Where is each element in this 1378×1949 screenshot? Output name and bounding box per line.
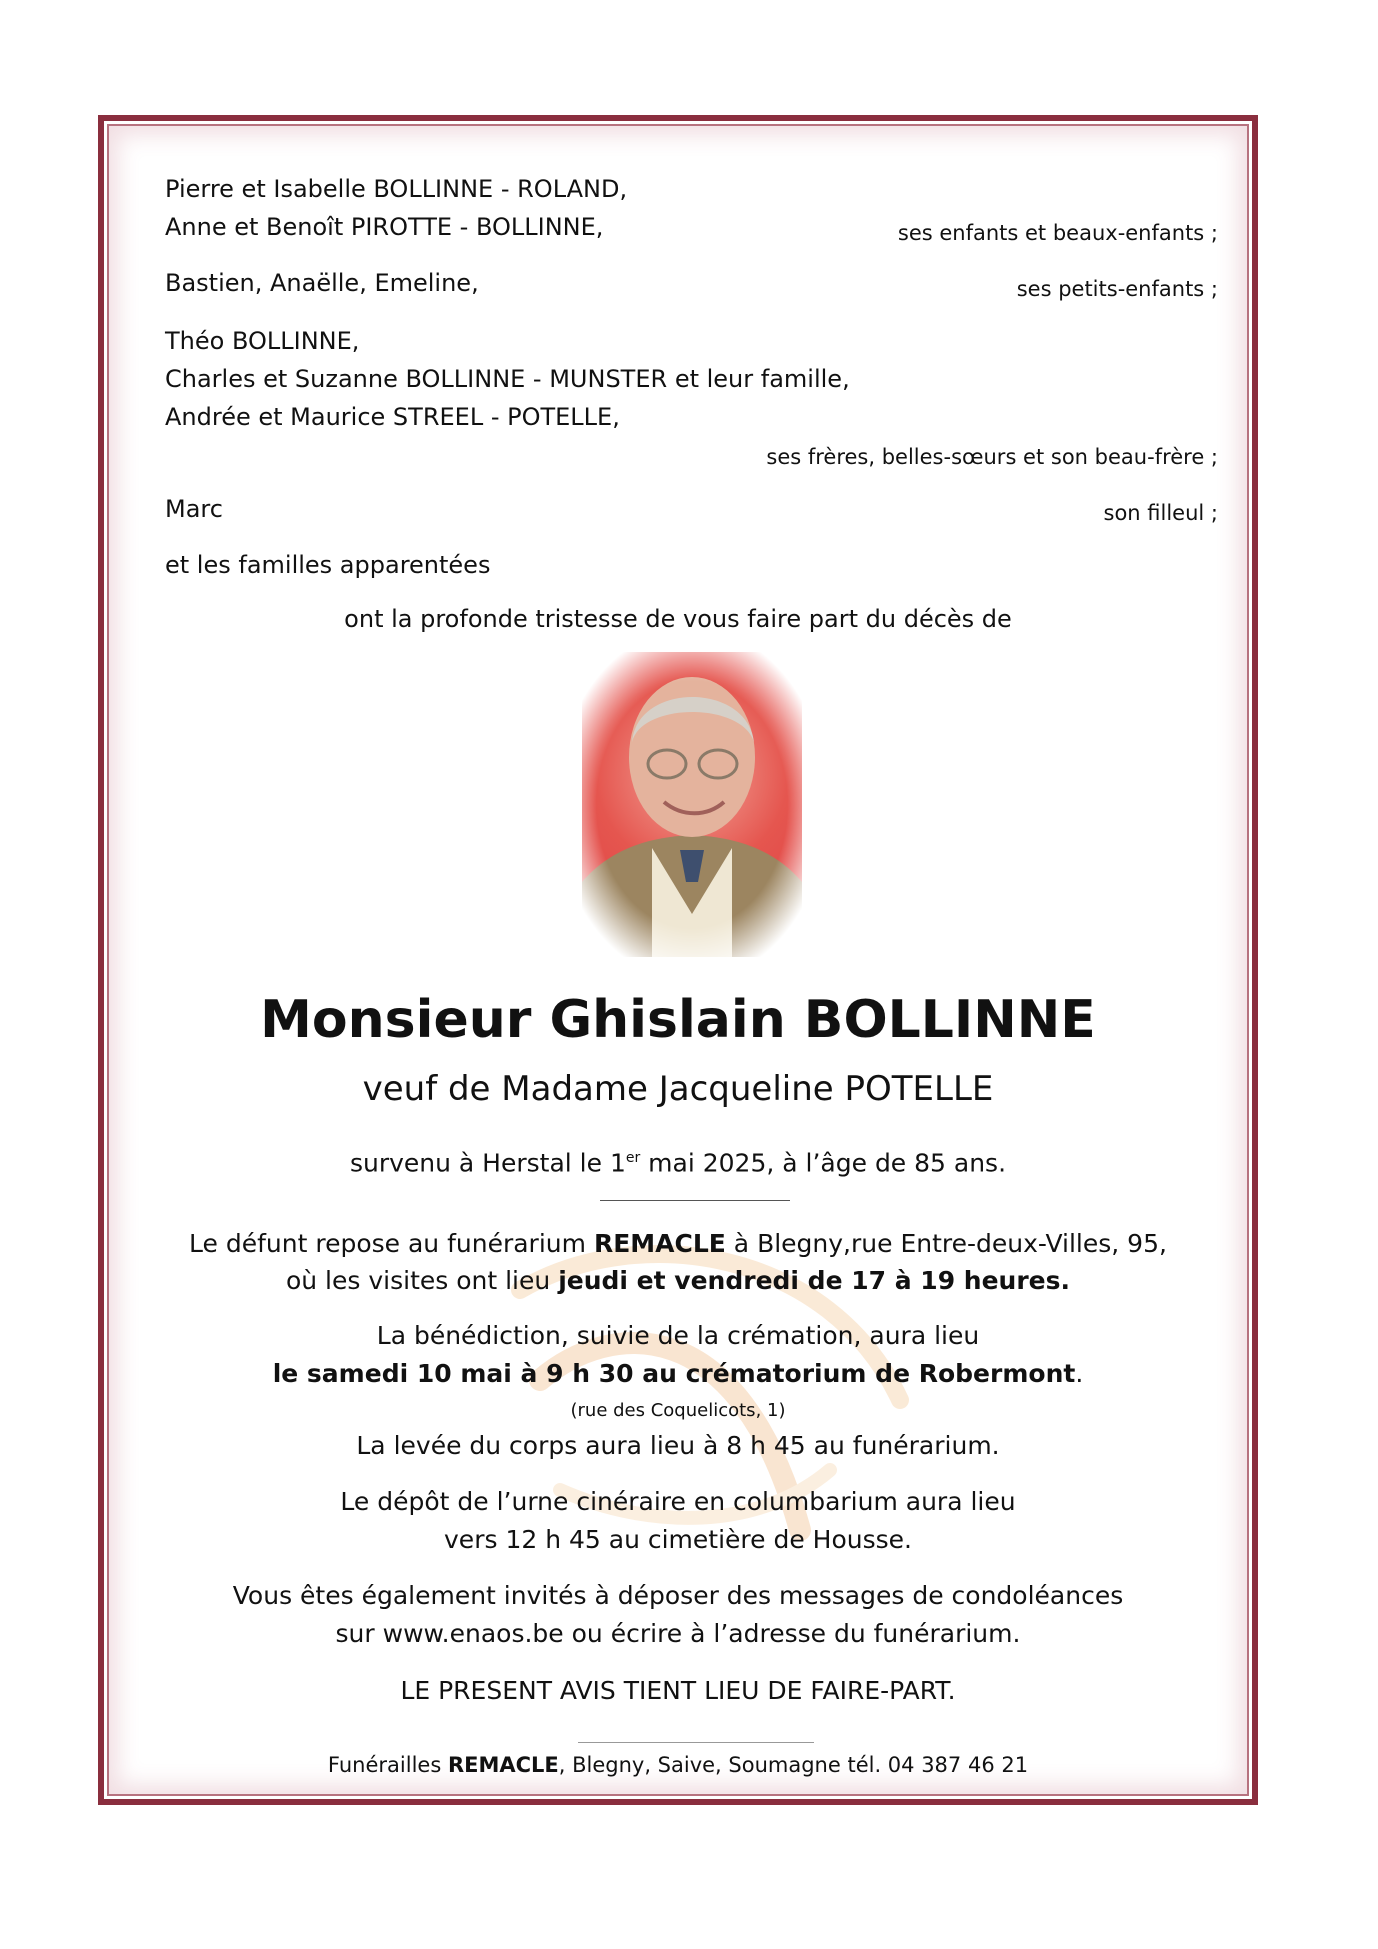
godson-relation: son filleul ; [1103, 501, 1218, 525]
condolences-line-1: Vous êtes également invités à déposer des messages de condoléances [232, 1581, 1124, 1610]
grandchildren-line: Bastien, Anaëlle, Emeline, [165, 269, 479, 297]
children-line-1: Pierre et Isabelle BOLLINNE - ROLAND, [165, 175, 628, 203]
condolences-line-2[interactable]: sur www.enaos.be ou écrire à l’adresse du funérarium. [335, 1619, 1021, 1648]
blessing-line-3: La levée du corps aura lieu à 8 h 45 au funérarium. [356, 1431, 1000, 1460]
blessing-line-2: le samedi 10 mai à 9 h 30 au crématorium de Robermont. [272, 1359, 1084, 1388]
siblings-line-1: Théo BOLLINNE, [165, 327, 360, 355]
widower-line: veuf de Madame Jacqueline POTELLE [362, 1069, 994, 1109]
children-line-2: Anne et Benoît PIROTTE - BOLLINNE, [165, 213, 604, 241]
grandchildren-relation: ses petits-enfants ; [1016, 277, 1218, 301]
footer-separator [578, 1742, 814, 1743]
blessing-line-1: La bénédiction, suivie de la crémation, aura lieu [376, 1321, 980, 1350]
portrait-figure-icon [582, 652, 802, 957]
death-line: survenu à Herstal le 1er mai 2025, à l’âge de 85 ans. [349, 1148, 1007, 1178]
urn-line-2: vers 12 h 45 au cimetière de Housse. [444, 1525, 912, 1554]
deceased-name: Monsieur Ghislain BOLLINNE [260, 990, 1096, 1050]
godson-line: Marc [165, 495, 223, 523]
related-families-line: et les familles apparentées [165, 551, 491, 579]
announcement-line: ont la profonde tristesse de vous faire part du décès de [344, 605, 1012, 633]
rest-line-1: Le défunt repose au funérarium REMACLE à Blegny,rue Entre-deux-Villes, 95, [189, 1229, 1167, 1258]
siblings-relation: ses frères, belles-sœurs et son beau-frère ; [766, 445, 1218, 469]
rest-line-2: où les visites ont lieu jeudi et vendredi de 17 à 19 heures. [285, 1266, 1071, 1295]
children-relation: ses enfants et beaux-enfants ; [897, 221, 1218, 245]
separator-line [600, 1200, 790, 1201]
notice-line: LE PRESENT AVIS TIENT LIEU DE FAIRE-PART. [400, 1676, 956, 1705]
crematorium-address: (rue des Coquelicots, 1) [570, 1400, 786, 1421]
siblings-line-2: Charles et Suzanne BOLLINNE - MUNSTER et leur famille, [165, 365, 850, 393]
siblings-line-3: Andrée et Maurice STREEL - POTELLE, [165, 403, 620, 431]
footer-line: Funérailles REMACLE, Blegny, Saive, Soumagne tél. 04 387 46 21 [327, 1753, 1029, 1777]
deceased-portrait-photo [582, 652, 802, 957]
urn-line-1: Le dépôt de l’urne cinéraire en columbarium aura lieu [340, 1487, 1016, 1516]
